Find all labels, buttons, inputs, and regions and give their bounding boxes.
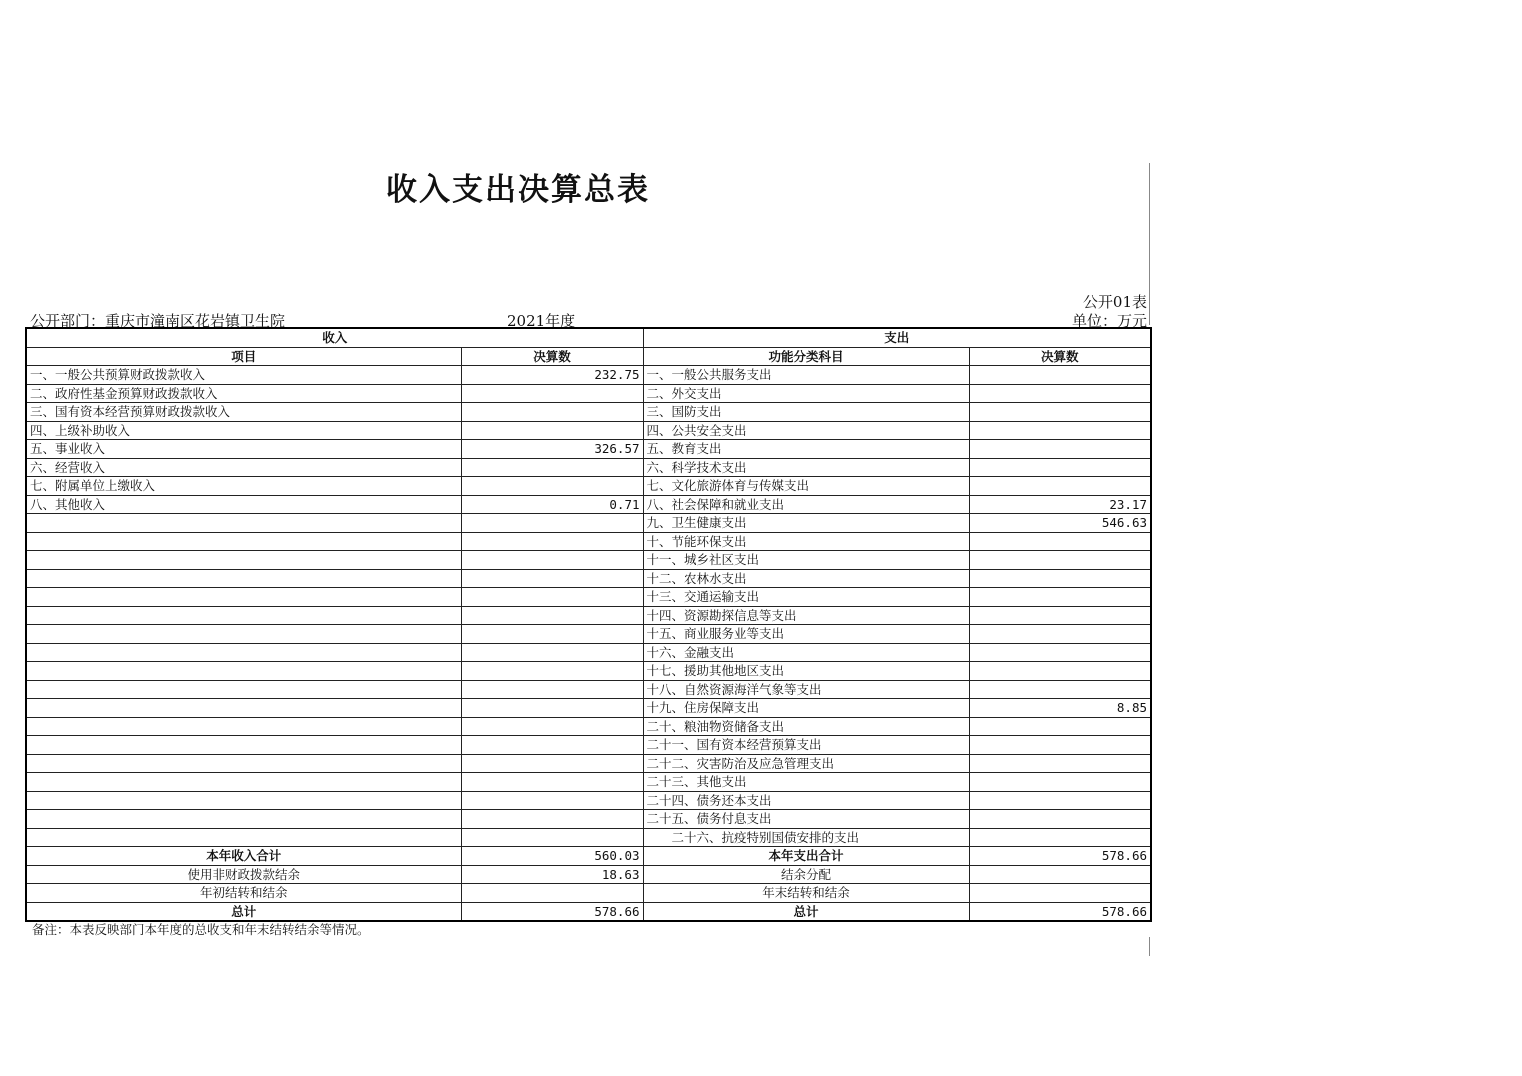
expense-item-value bbox=[969, 403, 1151, 422]
right-margin-line-bottom bbox=[1149, 937, 1150, 956]
income-item-label: 六、经营收入 bbox=[26, 458, 461, 477]
income-item-value bbox=[461, 791, 643, 810]
table-row bbox=[26, 403, 1151, 422]
table-row bbox=[26, 699, 1151, 718]
income-summary-value: 560.03 bbox=[461, 847, 643, 866]
expense-item-label: 二十二、灾害防治及应急管理支出 bbox=[643, 754, 969, 773]
expense-item-value bbox=[969, 791, 1151, 810]
table-row bbox=[26, 569, 1151, 588]
expense-item-value bbox=[969, 680, 1151, 699]
expense-item-label: 二十三、其他支出 bbox=[643, 773, 969, 792]
expense-item-label: 十二、农林水支出 bbox=[643, 569, 969, 588]
expense-summary-value bbox=[969, 884, 1151, 903]
summary-row bbox=[26, 884, 1151, 903]
expense-item-label: 六、科学技术支出 bbox=[643, 458, 969, 477]
income-item-label: 三、国有资本经营预算财政拨款收入 bbox=[26, 403, 461, 422]
income-summary-value bbox=[461, 884, 643, 903]
income-expense-table bbox=[25, 327, 1152, 922]
income-item-label bbox=[26, 588, 461, 607]
table-row bbox=[26, 588, 1151, 607]
expense-item-label: 十五、商业服务业等支出 bbox=[643, 625, 969, 644]
expense-item-value bbox=[969, 366, 1151, 385]
income-item-label: 一、一般公共预算财政拨款收入 bbox=[26, 366, 461, 385]
income-item-label bbox=[26, 643, 461, 662]
table-row bbox=[26, 791, 1151, 810]
income-item-label bbox=[26, 532, 461, 551]
table-row bbox=[26, 514, 1151, 533]
expense-item-value: 23.17 bbox=[969, 495, 1151, 514]
table-row bbox=[26, 810, 1151, 829]
expense-item-label: 三、国防支出 bbox=[643, 403, 969, 422]
income-item-value bbox=[461, 625, 643, 644]
expense-summary-label: 总计 bbox=[643, 902, 969, 921]
summary-row bbox=[26, 902, 1151, 921]
income-item-label bbox=[26, 736, 461, 755]
income-item-value bbox=[461, 680, 643, 699]
table-row bbox=[26, 828, 1151, 847]
income-item-value bbox=[461, 514, 643, 533]
income-item-value bbox=[461, 588, 643, 607]
expense-item-value bbox=[969, 440, 1151, 459]
expense-item-label: 十六、金融支出 bbox=[643, 643, 969, 662]
item-header: 项目 bbox=[26, 347, 461, 366]
expense-item-label: 二十五、债务付息支出 bbox=[643, 810, 969, 829]
income-item-value bbox=[461, 736, 643, 755]
expense-item-label: 九、卫生健康支出 bbox=[643, 514, 969, 533]
table-row bbox=[26, 643, 1151, 662]
table-row bbox=[26, 366, 1151, 385]
expense-item-value bbox=[969, 717, 1151, 736]
expense-header: 支出 bbox=[643, 328, 1151, 347]
expense-item-value bbox=[969, 754, 1151, 773]
table-row bbox=[26, 421, 1151, 440]
expense-item-label: 二十四、债务还本支出 bbox=[643, 791, 969, 810]
expense-summary-label: 年末结转和结余 bbox=[643, 884, 969, 903]
income-item-value bbox=[461, 754, 643, 773]
income-summary-value: 578.66 bbox=[461, 902, 643, 921]
expense-item-label: 八、社会保障和就业支出 bbox=[643, 495, 969, 514]
income-item-label bbox=[26, 828, 461, 847]
income-item-label: 八、其他收入 bbox=[26, 495, 461, 514]
income-item-label bbox=[26, 662, 461, 681]
expense-item-label: 二十六、抗疫特别国债安排的支出 bbox=[643, 828, 969, 847]
expense-item-label: 四、公共安全支出 bbox=[643, 421, 969, 440]
table-row bbox=[26, 532, 1151, 551]
income-item-value bbox=[461, 532, 643, 551]
income-item-label bbox=[26, 606, 461, 625]
expense-item-label: 二、外交支出 bbox=[643, 384, 969, 403]
income-item-label bbox=[26, 514, 461, 533]
right-margin-line-top bbox=[1149, 163, 1150, 325]
summary-row bbox=[26, 847, 1151, 866]
income-item-label bbox=[26, 773, 461, 792]
income-item-value bbox=[461, 403, 643, 422]
income-item-value bbox=[461, 569, 643, 588]
expense-item-label: 七、文化旅游体育与传媒支出 bbox=[643, 477, 969, 496]
income-item-value bbox=[461, 662, 643, 681]
income-item-value bbox=[461, 384, 643, 403]
income-item-value bbox=[461, 477, 643, 496]
amount-header: 决算数 bbox=[461, 347, 643, 366]
unit-label: 单位：万元 bbox=[1071, 312, 1147, 330]
income-item-value bbox=[461, 606, 643, 625]
expense-item-label: 十三、交通运输支出 bbox=[643, 588, 969, 607]
expense-summary-value: 578.66 bbox=[969, 902, 1151, 921]
report-title: 收入支出决算总表 bbox=[386, 172, 650, 208]
income-item-label: 七、附属单位上缴收入 bbox=[26, 477, 461, 496]
income-summary-label: 总计 bbox=[26, 902, 461, 921]
footnote: 备注：本表反映部门本年度的总收支和年末结转结余等情况。 bbox=[32, 922, 370, 937]
table-row bbox=[26, 384, 1151, 403]
table-row bbox=[26, 754, 1151, 773]
expense-item-value bbox=[969, 458, 1151, 477]
income-item-label bbox=[26, 810, 461, 829]
expense-item-value bbox=[969, 810, 1151, 829]
expense-item-value bbox=[969, 736, 1151, 755]
form-number: 公开01表 bbox=[1082, 293, 1147, 311]
table-row bbox=[26, 717, 1151, 736]
income-item-label: 二、政府性基金预算财政拨款收入 bbox=[26, 384, 461, 403]
income-item-value: 232.75 bbox=[461, 366, 643, 385]
expense-item-value bbox=[969, 625, 1151, 644]
table-row bbox=[26, 477, 1151, 496]
expense-item-value bbox=[969, 773, 1151, 792]
expense-item-label: 十、节能环保支出 bbox=[643, 532, 969, 551]
income-item-value bbox=[461, 421, 643, 440]
fiscal-year: 2021年度 bbox=[507, 312, 576, 330]
income-item-value bbox=[461, 828, 643, 847]
expense-item-value bbox=[969, 643, 1151, 662]
income-item-value bbox=[461, 810, 643, 829]
income-item-label: 四、上级补助收入 bbox=[26, 421, 461, 440]
income-item-value bbox=[461, 773, 643, 792]
income-item-label bbox=[26, 754, 461, 773]
income-item-value bbox=[461, 551, 643, 570]
expense-item-value bbox=[969, 569, 1151, 588]
income-header: 收入 bbox=[26, 328, 643, 347]
expense-item-value bbox=[969, 662, 1151, 681]
income-item-label bbox=[26, 625, 461, 644]
expense-item-value: 546.63 bbox=[969, 514, 1151, 533]
income-summary-label: 使用非财政拨款结余 bbox=[26, 865, 461, 884]
income-item-label bbox=[26, 717, 461, 736]
table-row bbox=[26, 458, 1151, 477]
expense-item-value bbox=[969, 828, 1151, 847]
table-row bbox=[26, 440, 1151, 459]
expense-summary-value bbox=[969, 865, 1151, 884]
func-item-header: 功能分类科目 bbox=[643, 347, 969, 366]
income-item-value bbox=[461, 717, 643, 736]
income-item-label bbox=[26, 569, 461, 588]
income-item-value: 326.57 bbox=[461, 440, 643, 459]
expense-item-value bbox=[969, 551, 1151, 570]
expense-summary-value: 578.66 bbox=[969, 847, 1151, 866]
expense-item-value: 8.85 bbox=[969, 699, 1151, 718]
amount2-header: 决算数 bbox=[969, 347, 1151, 366]
expense-item-label: 二十、粮油物资储备支出 bbox=[643, 717, 969, 736]
column-header-row bbox=[26, 347, 1151, 366]
expense-summary-label: 本年支出合计 bbox=[643, 847, 969, 866]
expense-item-label: 二十一、国有资本经营预算支出 bbox=[643, 736, 969, 755]
expense-item-value bbox=[969, 421, 1151, 440]
expense-summary-label: 结余分配 bbox=[643, 865, 969, 884]
income-summary-label: 年初结转和结余 bbox=[26, 884, 461, 903]
income-item-value bbox=[461, 699, 643, 718]
expense-item-label: 十一、城乡社区支出 bbox=[643, 551, 969, 570]
expense-item-label: 十九、住房保障支出 bbox=[643, 699, 969, 718]
income-item-label bbox=[26, 699, 461, 718]
income-item-label bbox=[26, 791, 461, 810]
table-row bbox=[26, 606, 1151, 625]
table-row bbox=[26, 662, 1151, 681]
section-header-row bbox=[26, 328, 1151, 347]
income-item-value: 0.71 bbox=[461, 495, 643, 514]
table-row bbox=[26, 773, 1151, 792]
table-row bbox=[26, 495, 1151, 514]
table-row bbox=[26, 680, 1151, 699]
income-item-value bbox=[461, 458, 643, 477]
expense-item-value bbox=[969, 477, 1151, 496]
expense-item-value bbox=[969, 532, 1151, 551]
income-item-label: 五、事业收入 bbox=[26, 440, 461, 459]
expense-item-value bbox=[969, 384, 1151, 403]
expense-item-label: 十七、援助其他地区支出 bbox=[643, 662, 969, 681]
income-item-label bbox=[26, 551, 461, 570]
table-row bbox=[26, 625, 1151, 644]
income-summary-value: 18.63 bbox=[461, 865, 643, 884]
expense-item-label: 一、一般公共服务支出 bbox=[643, 366, 969, 385]
income-item-label bbox=[26, 680, 461, 699]
summary-row bbox=[26, 865, 1151, 884]
income-item-value bbox=[461, 643, 643, 662]
table-row bbox=[26, 736, 1151, 755]
expense-item-label: 十四、资源勘探信息等支出 bbox=[643, 606, 969, 625]
expense-item-value bbox=[969, 606, 1151, 625]
expense-item-value bbox=[969, 588, 1151, 607]
expense-item-label: 五、教育支出 bbox=[643, 440, 969, 459]
expense-item-label: 十八、自然资源海洋气象等支出 bbox=[643, 680, 969, 699]
income-summary-label: 本年收入合计 bbox=[26, 847, 461, 866]
table-row bbox=[26, 551, 1151, 570]
department-label: 公开部门：重庆市潼南区花岩镇卫生院 bbox=[30, 312, 286, 330]
